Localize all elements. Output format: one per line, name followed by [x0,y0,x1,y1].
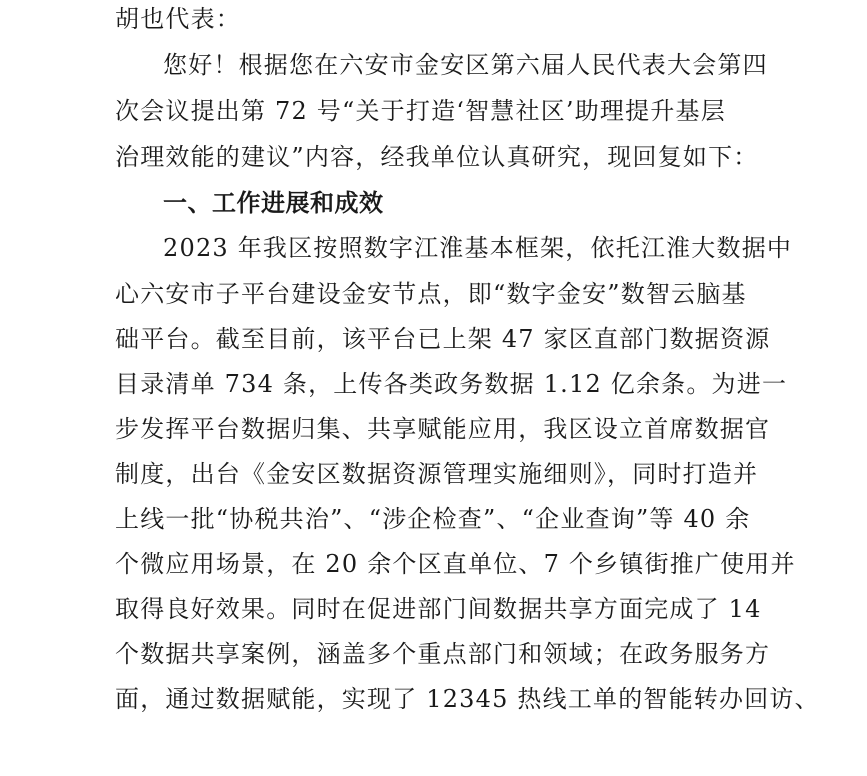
intro-line: 您好！根据您在六安市金安区第六届人民代表大会第四 [163,51,768,79]
body-line: 心六安市子平台建设金安节点，即“数字金安”数智云脑基 [115,280,747,308]
salutation: 胡也代表： [115,5,241,33]
body-line: 步发挥平台数据归集、共享赋能应用，我区设立首席数据官 [115,415,771,443]
body-line: 上线一批“协税共治”、“涉企检查”、“企业查询”等 40 余 [115,505,751,533]
body-line: 取得良好效果。同时在促进部门间数据共享方面完成了 14 [115,595,762,623]
body-line: 制度，出台《金安区数据资源管理实施细则》，同时打造并 [115,460,759,488]
body-line: 个微应用场景，在 20 余个区直单位、7 个乡镇街推广使用并 [115,550,796,578]
body-line: 目录清单 734 条，上传各类政务数据 1.12 亿余条。为进一 [115,370,788,398]
intro-line: 次会议提出第 72 号“关于打造‘智慧社区’助理提升基层 [115,97,726,125]
intro-line: 治理效能的建议”内容，经我单位认真研究，现回复如下： [115,143,759,171]
body-line: 础平台。截至目前，该平台已上架 47 家区直部门数据资源 [115,325,771,353]
body-line: 2023 年我区按照数字江淮基本框架，依托江淮大数据中 [163,234,793,262]
body-line: 个数据共享案例，涵盖多个重点部门和领域；在政务服务方 [115,640,771,668]
body-line: 面，通过数据赋能，实现了 12345 热线工单的智能转办回访、 [115,685,820,713]
section-heading: 一、工作进展和成效 [163,189,384,217]
